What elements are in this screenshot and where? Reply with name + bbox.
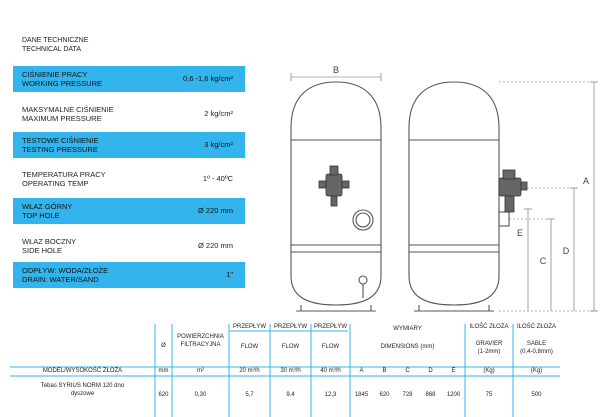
- header-gravel-quantity: ILOŚĆ ZŁOŻA: [469, 324, 509, 330]
- header-flow3-en: FLOW: [321, 344, 340, 350]
- value-diameter: 620: [158, 392, 169, 398]
- unit-sable-kg: (Kg): [530, 368, 543, 374]
- unit-gravier-kg: (Kg): [483, 368, 495, 374]
- unit-dim-b: B: [382, 368, 387, 374]
- model-name-line1: Tebas SYRIUS NORM 120 dno: [40, 383, 125, 389]
- model-dimensions-table: [0, 320, 600, 417]
- value-sable: 500: [531, 392, 542, 398]
- dimension-label-b: B: [332, 65, 340, 75]
- spec-label-en: TESTING PRESSURE: [22, 145, 98, 154]
- model-name-line2: dyszowe: [70, 391, 95, 397]
- spec-label-en: DRAIN: WATER/SAND: [22, 275, 99, 284]
- spec-label-en: OPERATING TEMP: [22, 179, 89, 188]
- spec-value: Ø 220 mm: [197, 241, 233, 250]
- spec-label-pl: MAKSYMALNE CIŚNIENIE: [22, 105, 114, 114]
- header-flow3-pl: PRZEPŁYW: [313, 324, 347, 330]
- value-dim-b: 620: [379, 392, 390, 398]
- dimension-label-c: C: [539, 256, 547, 266]
- unit-dim-a: A: [359, 368, 364, 374]
- value-dim-d: 868: [425, 392, 436, 398]
- header-flow1-en: FLOW: [240, 344, 259, 350]
- unit-area: m²: [197, 368, 204, 374]
- value-flow2: 9,4: [286, 392, 295, 398]
- header-flow2-pl: PRZEPŁYW: [273, 324, 307, 330]
- header-sable-size: (0,4-0,8mm): [520, 349, 553, 355]
- value-area: 0,30: [194, 392, 207, 398]
- unit-flow3: 40 m³/h: [320, 368, 341, 374]
- header-flow1-pl: PRZEPŁYW: [232, 324, 266, 330]
- spec-label-pl: WŁAZ BOCZNY: [22, 237, 77, 246]
- spec-label-en: MAXIMUM PRESSURE: [22, 114, 102, 123]
- unit-dim-e: E: [451, 368, 456, 374]
- header-dimensions-en: DIMENSIONS (mm): [380, 344, 435, 350]
- heading-en: TECHNICAL DATA: [22, 46, 81, 53]
- header-sable: SABLE: [526, 341, 547, 347]
- spec-label-pl: CIŚNIENIE PRACY: [22, 70, 88, 79]
- side-view-filter: [409, 82, 509, 311]
- side-multiport-valve-icon: [499, 170, 527, 212]
- heading-pl: DANE TECHNICZNE: [22, 37, 89, 44]
- spec-label-pl: TEMPERATURA PRACY: [22, 170, 106, 179]
- dimension-label-a: A: [582, 176, 590, 186]
- spec-value: 1º - 40ºC: [202, 174, 233, 183]
- header-flow2-en: FLOW: [281, 344, 300, 350]
- spec-value: 0,6 -1,6 kg/cm²: [182, 74, 233, 83]
- dimension-label-e: E: [516, 228, 524, 238]
- header-diameter: Ø: [161, 343, 166, 349]
- spec-label-en: TOP HOLE: [22, 211, 60, 220]
- header-dimensions-pl: WYMIARY: [393, 326, 422, 332]
- spec-label-pl: ODPŁYW: WODA/ZŁOŻE: [22, 266, 109, 275]
- spec-value: 3 kg/cm²: [204, 140, 233, 149]
- header-filtration-area-line1: POWIERZCHNIA: [177, 334, 224, 340]
- front-multiport-valve-icon: [319, 166, 349, 206]
- header-sand-quantity: ILOŚĆ ZŁOŻA: [516, 324, 556, 330]
- header-gravier-size: (1-2mm): [477, 349, 501, 355]
- unit-model-label: MODEL/WYSOKOŚĆ ZŁOŻA: [42, 368, 123, 374]
- unit-flow2: 30 m³/h: [280, 368, 301, 374]
- unit-flow1: 20 m³/h: [239, 368, 260, 374]
- value-flow1: 5,7: [245, 392, 254, 398]
- header-gravier: GRAVIER: [475, 341, 503, 347]
- value-flow3: 12,3: [324, 392, 337, 398]
- unit-dim-c: C: [405, 368, 410, 374]
- spec-label-pl: TESTOWE CIŚNIENIE: [22, 136, 99, 145]
- value-dim-a: 1845: [354, 392, 369, 398]
- spec-label-pl: WŁAZ GÓRNY: [22, 202, 73, 211]
- unit-dim-d: D: [428, 368, 433, 374]
- value-dim-e: 1200: [446, 392, 461, 398]
- spec-value: Ø 220 mm: [197, 206, 233, 215]
- value-dim-c: 728: [402, 392, 413, 398]
- spec-value: 2 kg/cm²: [204, 109, 233, 118]
- spec-value: 1": [226, 270, 233, 279]
- value-gravier: 75: [485, 392, 493, 398]
- unit-diameter: mm: [158, 368, 169, 374]
- dimension-label-d: D: [562, 246, 570, 256]
- spec-label-en: WORKING PRESSURE: [22, 79, 103, 88]
- header-filtration-area-line2: FILTRACYJNA: [180, 342, 221, 348]
- spec-label-en: SIDE HOLE: [22, 246, 63, 255]
